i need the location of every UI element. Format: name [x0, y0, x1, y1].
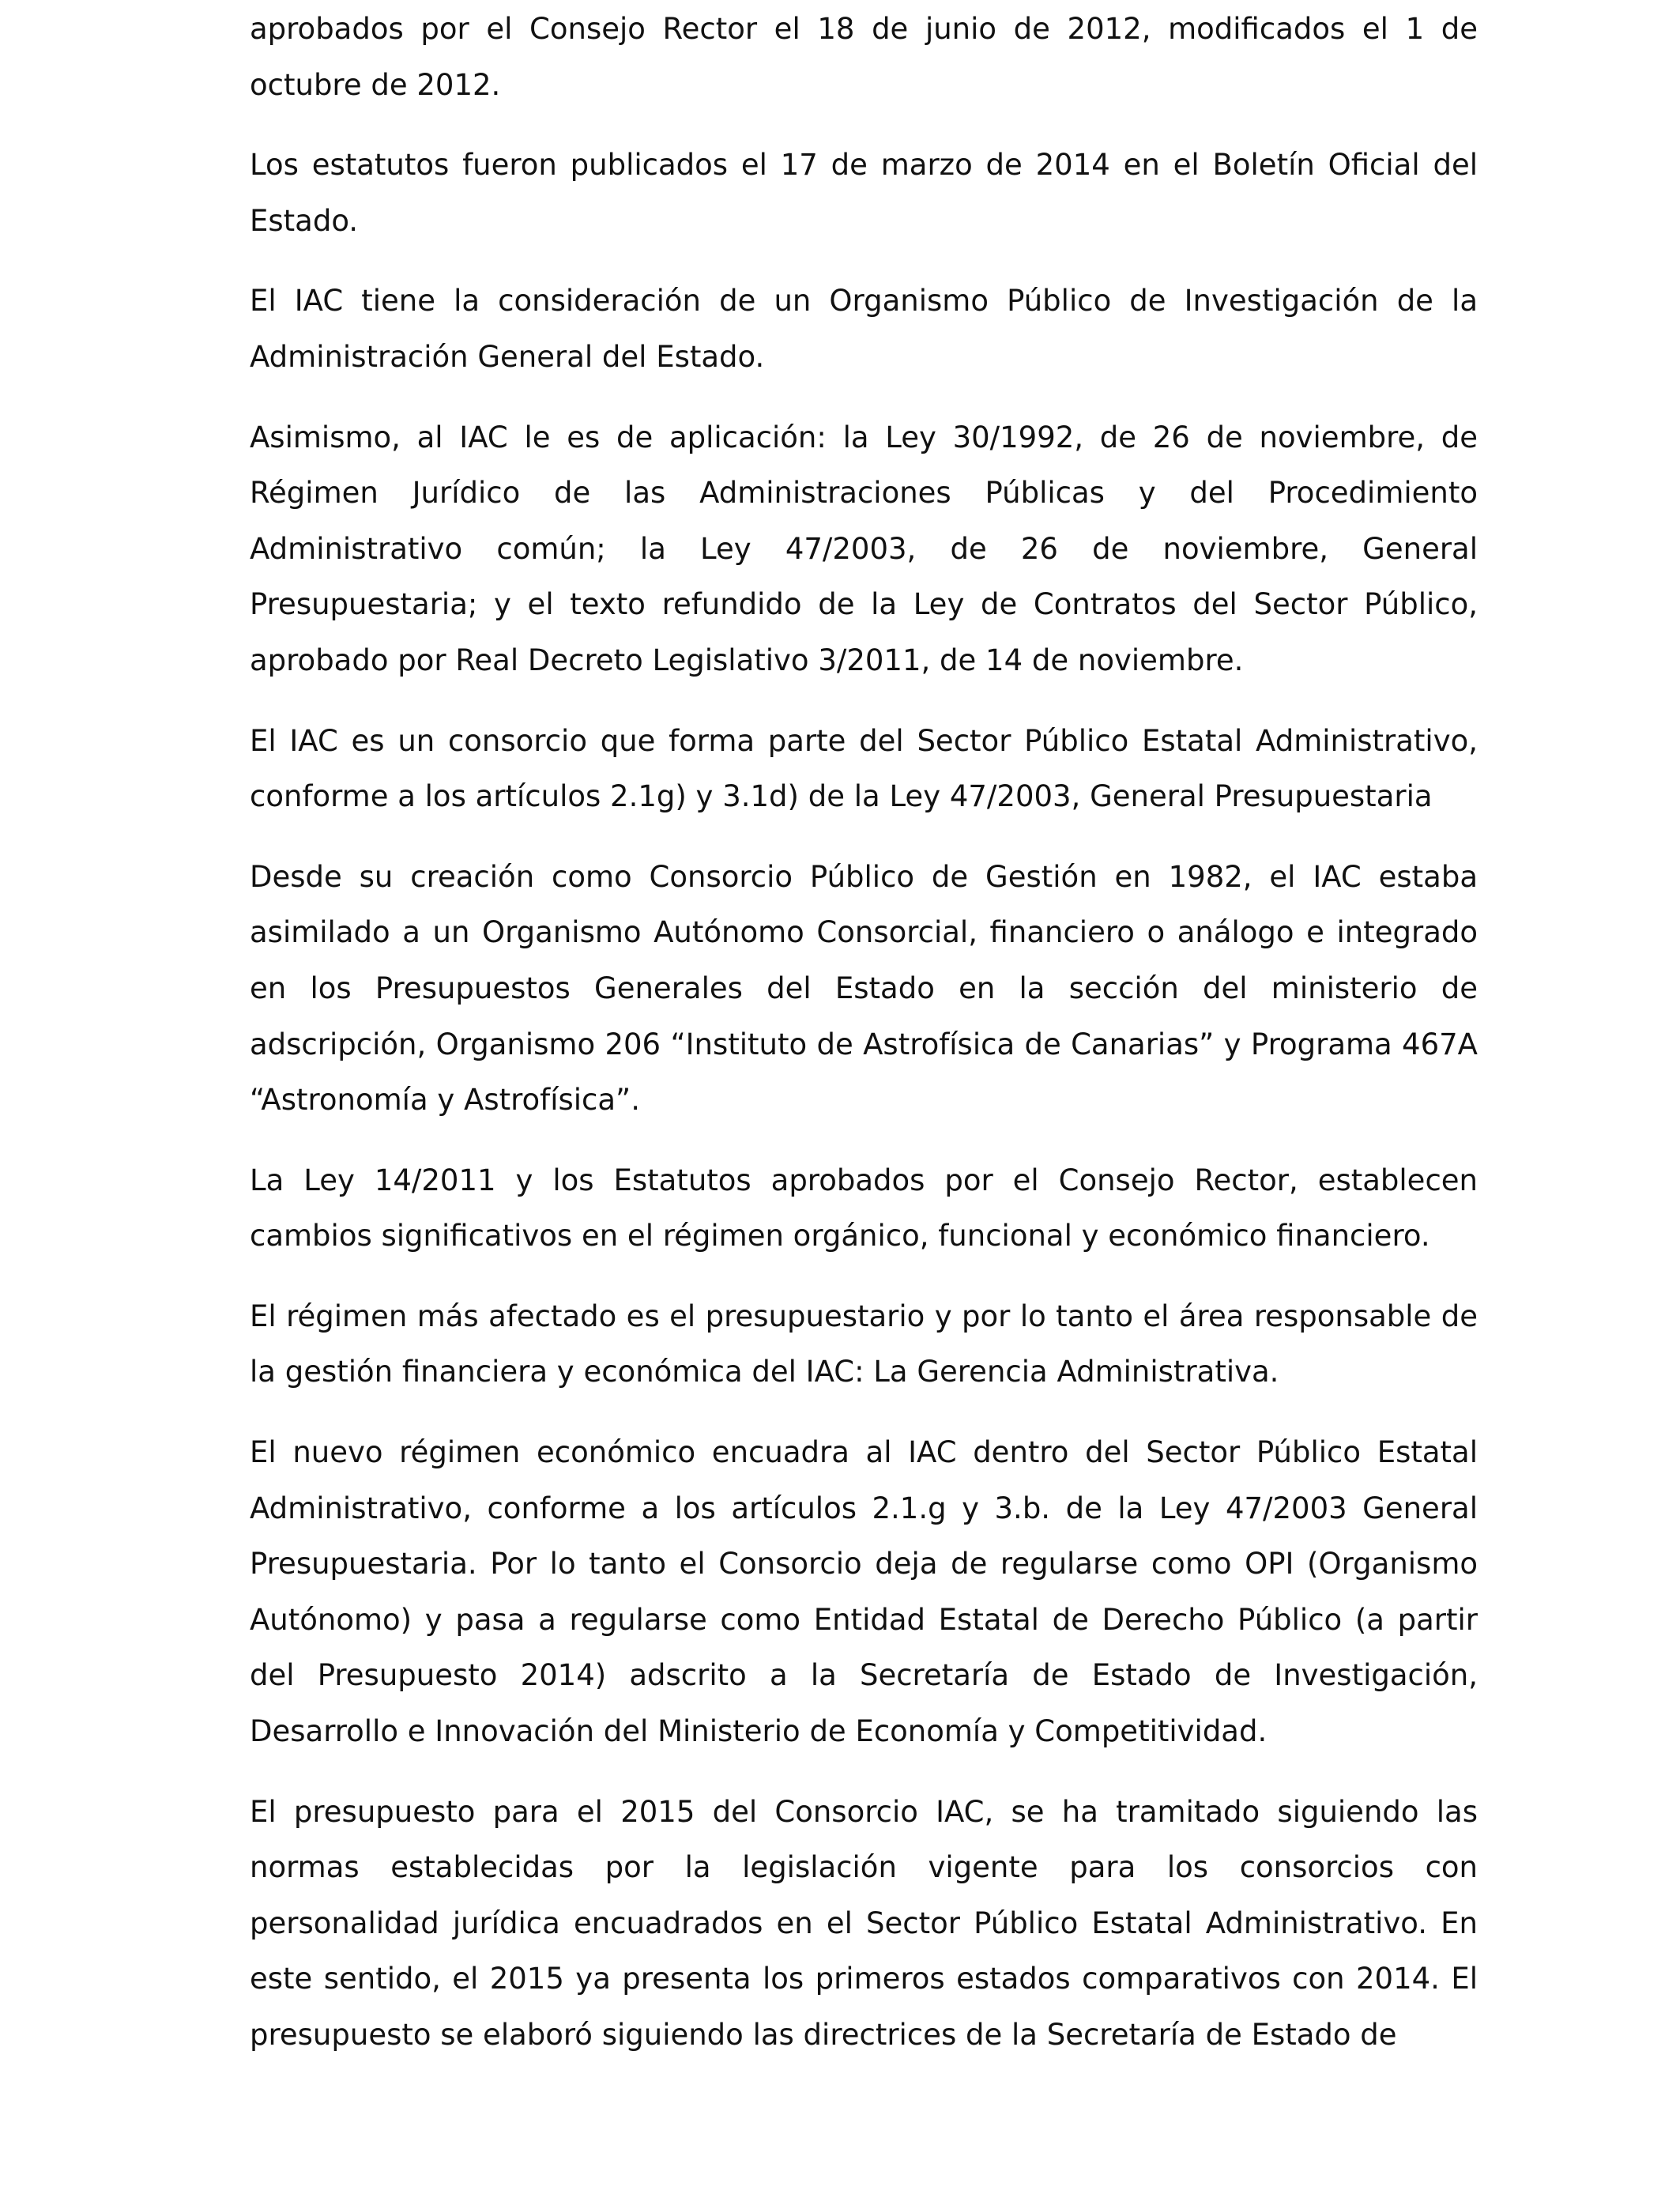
paragraph-applicable-laws: Asimismo, al IAC le es de aplicación: la Ley 30/1992, de 26 de noviembre, de Régimen Jurídico de las Administraciones Públicas y del Procedimiento Administrativo común; la Ley 47/2003, de 26 de noviembre, General Presupuestaria; y el texto refundido de la Ley de Contratos del Sector Público, aprobado por Real Decreto Legislativo 3/2011, de 14 de noviembre.: [250, 420, 1478, 677]
paragraph-new-economic-regime: El nuevo régimen económico encuadra al IAC dentro del Sector Público Estatal Administrativo, conforme a los artículos 2.1.g y 3.b. de la Ley 47/2003 General Presupuestaria. Por lo tanto el Consorcio deja de regularse como OPI (Organismo Autónomo) y pasa a regularse como Entidad Estatal de Derecho Público (a partir del Presupuesto 2014) adscrito a la Secretaría de Estado de Investigación, Desarrollo e Innovación del Ministerio de Economía y Competitividad.: [250, 1435, 1478, 1749]
paragraph-consortium-sector: El IAC es un consorcio que forma parte del Sector Público Estatal Administrativo, conforme a los artículos 2.1g) y 3.1d) de la Ley 47/2003, General Presupuestaria: [250, 723, 1478, 814]
paragraph-approval-dates: aprobados por el Consejo Rector el 18 de junio de 2012, modificados el 1 de octubre de 2012.: [250, 12, 1478, 102]
paragraph-public-research-body: El IAC tiene la consideración de un Organismo Público de Investigación de la Administración General del Estado.: [250, 284, 1478, 374]
document-body: [250, 2, 1478, 2088]
paragraph-law-14-2011: La Ley 14/2011 y los Estatutos aprobados por el Consejo Rector, establecen cambios significativos en el régimen orgánico, funcional y económico financiero.: [250, 1163, 1478, 1253]
paragraph-history-1982: Desde su creación como Consorcio Público de Gestión en 1982, el IAC estaba asimilado a un Organismo Autónomo Consorcial, financiero o análogo e integrado en los Presupuestos Generales del Estado en la sección del ministerio de adscripción, Organismo 206 “Instituto de Astrofísica de Canarias” y Programa 467A “Astronomía y Astrofísica”.: [250, 859, 1478, 1118]
paragraph-budget-regime: El régimen más afectado es el presupuestario y por lo tanto el área responsable de la gestión financiera y económica del IAC: La Gerencia Administrativa.: [250, 1299, 1478, 1389]
paragraph-statutes-publication: Los estatutos fueron publicados el 17 de marzo de 2014 en el Boletín Oficial del Estado.: [250, 148, 1478, 238]
paragraph-budget-2015: El presupuesto para el 2015 del Consorcio IAC, se ha tramitado siguiendo las normas establecidas por la legislación vigente para los consorcios con personalidad jurídica encuadrados en el Sector Público Estatal Administrativo. En este sentido, el 2015 ya presenta los primeros estados comparativos con 2014. El presupuesto se elaboró siguiendo las directrices de la Secretaría de Estado de: [250, 1794, 1478, 2052]
